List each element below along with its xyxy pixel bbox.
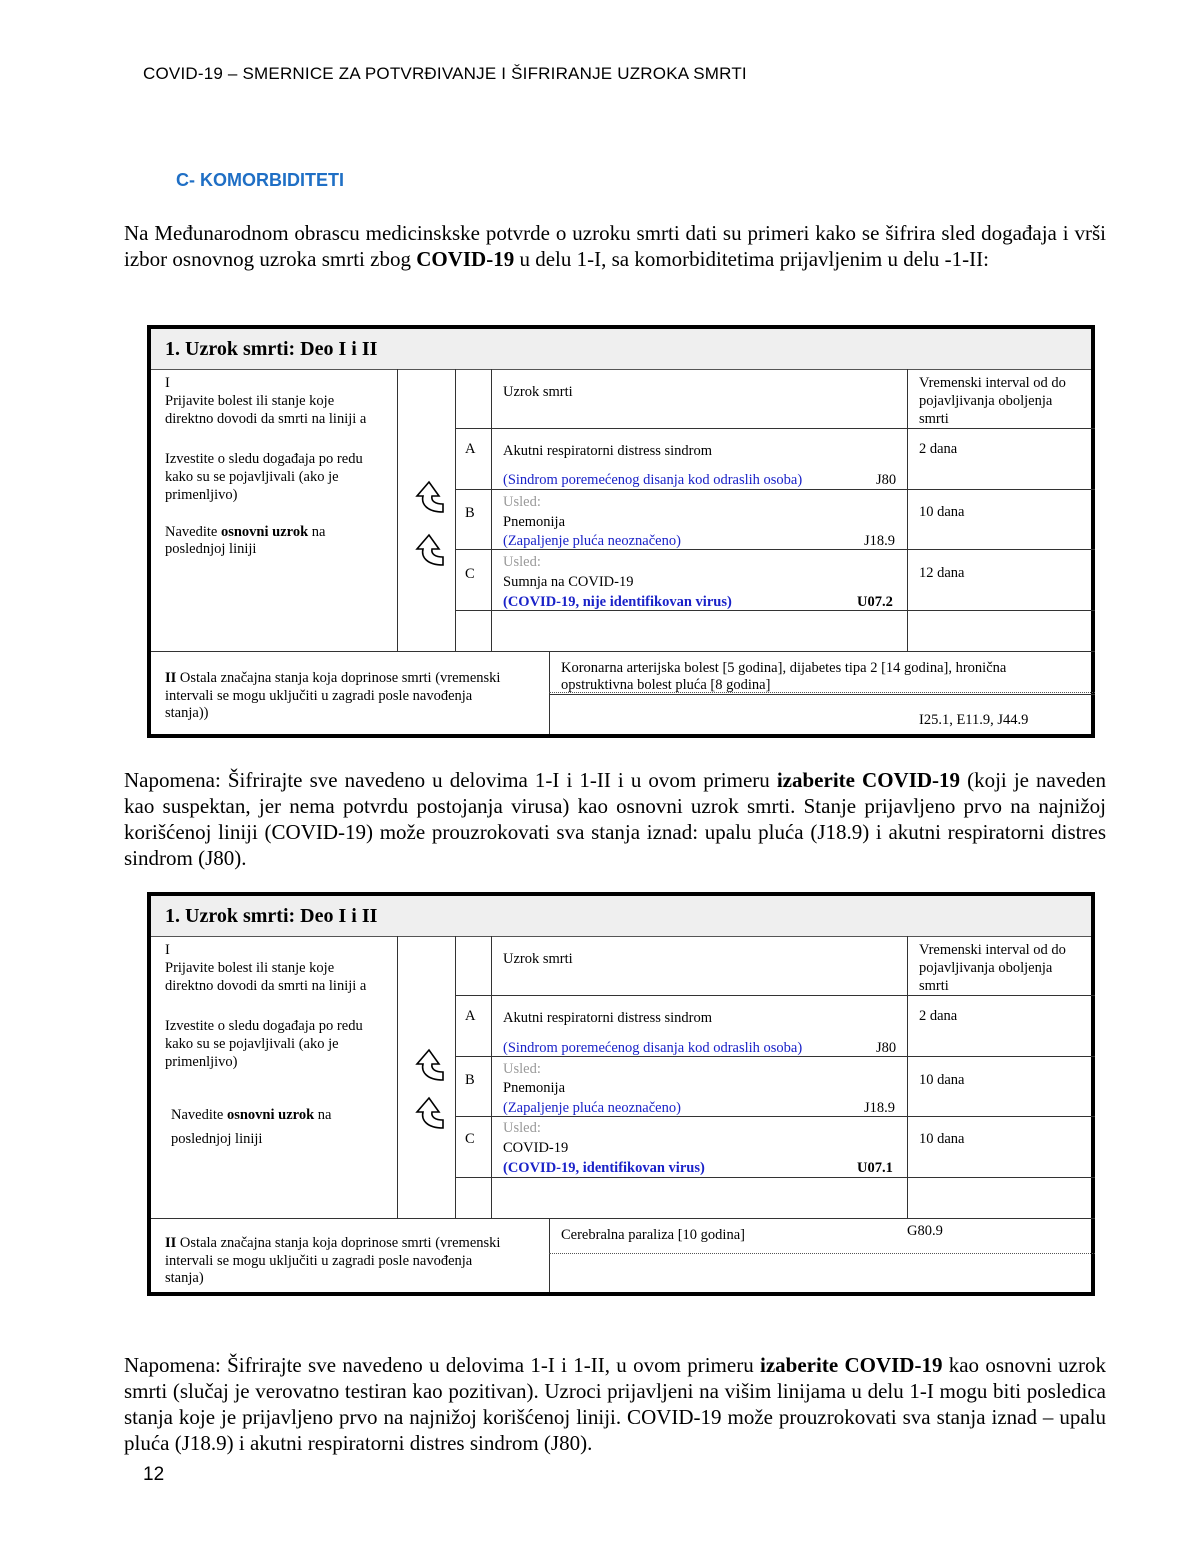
form-title: 1. Uzrok smrti: Deo I i II [165,338,378,360]
instruction-line: direktno dovodi da smrti na liniji a [165,411,367,427]
death-certificate-form-1 [147,325,1095,738]
row-letter: C [465,1131,475,1147]
instruction-line: kako su se pojavljivali (ako je [165,469,339,485]
part2-label: intervali se mogu uključiti u zagradi posle navođenja [165,688,473,704]
page-header: COVID-19 – SMERNICE ZA POTVRĐIVANJE I ŠIFRIRANJE UZROKA SMRTI [143,64,747,83]
instruction-line: poslednjoj liniji [171,1131,263,1147]
sequence-arrow-icon [413,527,457,571]
usled-label: Usled: [503,1120,541,1136]
part2-conditions: Cerebralna paraliza [10 godina] [561,1227,745,1243]
icd-code: J80 [876,1040,897,1056]
cause-text: Sumnja na COVID-19 [503,574,634,590]
instruction-line: direktno dovodi da smrti na liniji a [165,978,367,994]
usled-label: Usled: [503,1061,541,1077]
part2-label: II Ostala značajna stanja koja doprinose smrti (vremenski [165,670,501,686]
death-certificate-form-2 [147,892,1095,1296]
instruction-line: poslednjoj liniji [165,541,257,557]
row-letter: A [465,441,476,457]
cause-text: Pnemonija [503,1080,566,1096]
sequence-arrow-icon [413,474,457,518]
row-letter: A [465,1008,476,1024]
cause-code-text: (COVID-19, nije identifikovan virus) [503,594,732,610]
part1-roman: I [165,375,170,391]
cause-code-text: (Sindrom poremećenog disanja kod odraslih osoba) [503,472,803,488]
note-paragraph-1: Napomena: Šifrirajte sve navedeno u delovima 1-I i 1-II i u ovom primeru izaberite COVID-19 (koji je naveden kao suspektan, jer nema potvrdu postojanja virusa) kao osnovni uzrok smrti. Stanje prijavljeno prvo na najnižoj korišćenoj liniji (COVID-19) može prouzrokovati sva stanja iznad: upalu pluća (J18.9) i akutni respiratorni distres sindrom (J80). [124,768,1107,870]
section-title: C- KOMORBIDITETI [176,170,344,190]
instruction-line: primenljivo) [165,1054,238,1070]
cause-code-text: (Zapaljenje pluća neoznačeno) [503,533,681,549]
cause-text: Akutni respiratorni distress sindrom [503,1010,713,1026]
note-paragraph-2: Napomena: Šifrirajte sve navedeno u delovima 1-I i 1-II, u ovom primeru izaberite COVID-19 kao osnovni uzrok smrti (slučaj je verovatno testiran kao pozitivan). Uzroci prijavljeni na višim linijama u delu 1-I mogu biti posledica stanja koje je prijavljeno prvo na najnižoj korišćenoj liniji. COVID-19 može prouzrokovati sva stanja iznad – upalu pluća (J18.9) i akutni respiratorni distres sindrom (J80). [124,1353,1106,1455]
interval-value: 10 dana [919,1072,965,1088]
form-title-bar [151,896,1091,937]
interval-value: 12 dana [919,565,965,581]
icd-code: U07.1 [857,1160,893,1176]
intro-paragraph: Na Međunarodnom obrascu medicinskske potvrde o uzroku smrti dati su primeri kako se šifrira sled događaja i vrši izbor osnovnog uzroka smrti zbog COVID-19 u delu 1-I, sa komorbiditetima prijavljenim u delu -1-II: [124,221,1106,271]
cause-text: COVID-19 [503,1140,569,1156]
instruction-line: primenljivo) [165,487,238,503]
col-header-interval: Vremenski interval od do [919,375,1066,391]
instruction-line: Prijavite bolest ili stanje koje [165,393,335,409]
instruction-line: Navedite osnovni uzrok na [171,1107,332,1123]
sequence-arrow-icon [413,1090,457,1134]
part2-label: II Ostala značajna stanja koja doprinose smrti (vremenski [165,1235,501,1251]
interval-value: 10 dana [919,504,965,520]
icd-code: J80 [876,472,897,488]
instruction-line: Izvestite o sledu događaja po redu [165,1018,363,1034]
part1-roman: I [165,942,170,958]
instruction-line: kako su se pojavljivali (ako je [165,1036,339,1052]
part2-codes: I25.1, E11.9, J44.9 [919,712,1029,728]
icd-code: J18.9 [864,533,896,549]
part2-label: stanja) [165,1270,204,1286]
row-letter: B [465,1072,475,1088]
usled-label: Usled: [503,554,541,570]
row-letter: B [465,505,475,521]
cause-code-text: (COVID-19, identifikovan virus) [503,1160,705,1176]
interval-value: 2 dana [919,441,958,457]
icd-code: J18.9 [864,1100,896,1116]
cause-code-text: (Sindrom poremećenog disanja kod odraslih osoba) [503,1040,803,1056]
page-number: 12 [143,1464,165,1485]
col-header-interval: Vremenski interval od do [919,942,1066,958]
instruction-line: Navedite osnovni uzrok na [165,524,326,540]
col-header-interval: pojavljivanja oboljenja [919,960,1053,976]
part2-label: stanja)) [165,705,209,721]
part2-conditions: Koronarna arterijska bolest [5 godina], dijabetes tipa 2 [14 godina], hronična [561,660,1007,676]
instruction-line: Izvestite o sledu događaja po redu [165,451,363,467]
col-header-interval: pojavljivanja oboljenja [919,393,1053,409]
cause-code-text: (Zapaljenje pluća neoznačeno) [503,1100,681,1116]
row-letter: C [465,566,475,582]
col-header-cause: Uzrok smrti [503,951,573,967]
col-header-interval: smrti [919,411,949,427]
interval-value: 2 dana [919,1008,958,1024]
interval-value: 10 dana [919,1131,965,1147]
part2-codes: G80.9 [907,1223,943,1239]
col-header-cause: Uzrok smrti [503,384,573,400]
cause-text: Akutni respiratorni distress sindrom [503,443,713,459]
instruction-line: Prijavite bolest ili stanje koje [165,960,335,976]
part2-conditions: opstruktivna bolest pluća [8 godina] [561,677,771,693]
form-title-bar [151,329,1091,370]
sequence-arrow-icon [413,1042,457,1086]
part2-label: intervali se mogu uključiti u zagradi posle navođenja [165,1253,473,1269]
cause-text: Pnemonija [503,514,566,530]
col-header-interval: smrti [919,978,949,994]
form-title: 1. Uzrok smrti: Deo I i II [165,905,378,927]
icd-code: U07.2 [857,594,893,610]
usled-label: Usled: [503,494,541,510]
